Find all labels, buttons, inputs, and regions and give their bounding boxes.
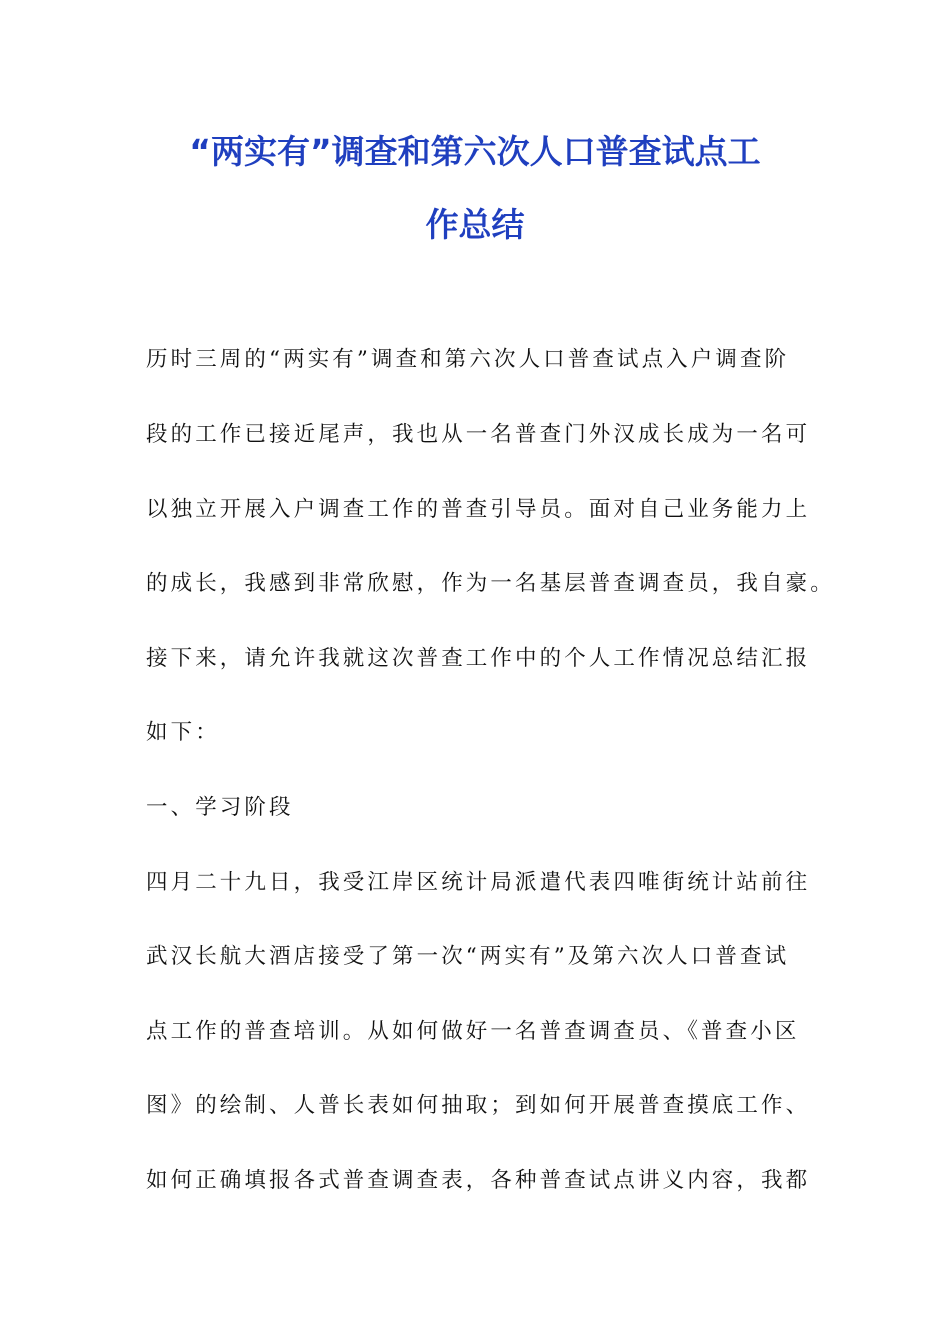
paragraph-line-9: 武汉长航大酒店接受了第一次“两实有”及第六次人口普查试	[146, 944, 790, 969]
paragraph-line-4: 的成长，我感到非常欣慰，作为一名基层普查调查员，我自豪。	[146, 571, 835, 596]
paragraph-line-2: 段的工作已接近尾声，我也从一名普查门外汉成长成为一名可	[146, 422, 811, 447]
document-title-line-2: 作总结	[425, 205, 525, 244]
section-heading: 一、学习阶段	[146, 795, 294, 820]
paragraph-line-5: 接下来，请允许我就这次普查工作中的个人工作情况总结汇报	[146, 646, 811, 671]
paragraph-line-6: 如下：	[146, 720, 220, 745]
paragraph-line-11: 图》的绘制、人普长表如何抽取；到如何开展普查摸底工作、	[146, 1093, 811, 1118]
paragraph-line-8: 四月二十九日，我受江岸区统计局派遣代表四唯街统计站前往	[146, 870, 811, 895]
paragraph-line-12: 如何正确填报各式普查调查表，各种普查试点讲义内容，我都	[146, 1168, 811, 1193]
paragraph-line-10: 点工作的普查培训。从如何做好一名普查调查员、《普查小区	[146, 1019, 800, 1044]
paragraph-line-3: 以独立开展入户调查工作的普查引导员。面对自己业务能力上	[146, 497, 811, 522]
paragraph-line-1: 历时三周的“两实有”调查和第六次人口普查试点入户调查阶	[146, 347, 790, 372]
document-title-line-1: “两实有”调查和第六次人口普查试点工	[189, 132, 761, 171]
